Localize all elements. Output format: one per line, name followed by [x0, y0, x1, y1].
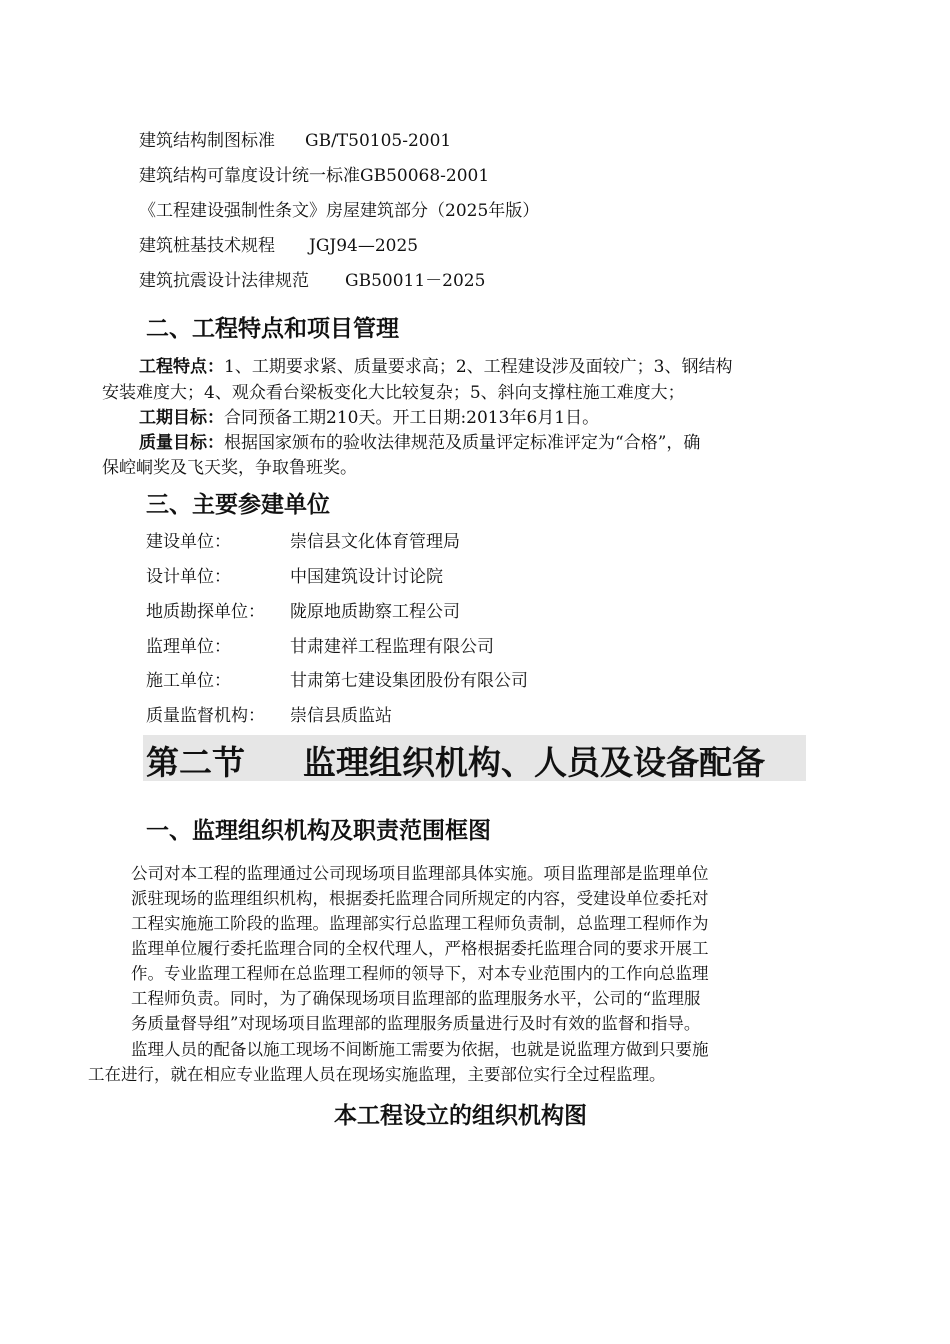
- standard-item: [139, 161, 489, 186]
- unit-label: 质量监督机构：: [146, 706, 265, 726]
- unit-value: 陇原地质勘察工程公司: [290, 602, 460, 622]
- org-chart-title: 本工程设立的组织机构图: [334, 1103, 587, 1129]
- schedule-line: [139, 403, 599, 428]
- paragraph-line: 务质量督导组”对现场项目监理部的监理服务质量进行及时有效的监督和指导。: [131, 1014, 701, 1033]
- unit-value: 中国建筑设计讨论院: [290, 567, 443, 587]
- units-heading: 三、主要参建单位: [146, 492, 330, 518]
- characteristics-text: 1、工期要求紧、质量要求高；2、工程建设涉及面较广；3、钢结构: [224, 357, 733, 377]
- standard-name: 建筑抗震设计法律规范: [139, 271, 309, 291]
- quality-line-2: 保崆峒奖及飞天奖，争取鲁班奖。: [102, 458, 357, 478]
- standard-code: GB/T50105-2001: [305, 131, 452, 151]
- standard-item: [139, 266, 485, 291]
- standard-item: [139, 126, 451, 151]
- section-number: 第二节: [146, 743, 245, 782]
- features-heading: 二、工程特点和项目管理: [146, 316, 399, 342]
- unit-label: 设计单位：: [146, 567, 231, 587]
- standard-name: 建筑结构可靠度设计统一标准: [139, 166, 360, 186]
- paragraph-line: 工程实施施工阶段的监理。监理部实行总监理工程师负责制，总监理工程师作为: [131, 914, 709, 933]
- standard-name: 《工程建设强制性条文》房屋建筑部分（2025年版）: [139, 201, 540, 221]
- quality-label: 质量目标：: [139, 433, 224, 453]
- org-heading: 一、监理组织机构及职责范围框图: [146, 818, 491, 844]
- quality-line: [139, 428, 700, 453]
- schedule-text: 合同预备工期210天。开工日期:2013年6月1日。: [224, 408, 600, 428]
- unit-value: 甘肃建祥工程监理有限公司: [290, 637, 494, 657]
- standard-item: [139, 196, 539, 221]
- section-name: 监理组织机构、人员及设备配备: [303, 743, 765, 782]
- unit-label: 施工单位：: [146, 671, 231, 691]
- standard-item: [139, 231, 418, 256]
- quality-text: 根据国家颁布的验收法律规范及质量评定标准评定为“合格”，确: [224, 433, 701, 453]
- standard-code: JGJ94—2025: [309, 236, 419, 256]
- schedule-label: 工期目标：: [139, 408, 224, 428]
- paragraph-line: 派驻现场的监理组织机构，根据委托监理合同所规定的内容，受建设单位委托对: [131, 889, 709, 908]
- unit-label: 建设单位：: [146, 532, 231, 552]
- standard-name: 建筑结构制图标准: [139, 131, 275, 151]
- paragraph-line: 监理单位履行委托监理合同的全权代理人，严格根据委托监理合同的要求开展工: [131, 939, 709, 958]
- characteristics-label: 工程特点：: [139, 357, 224, 377]
- standard-code: GB50011－2025: [345, 271, 486, 291]
- staffing-line-2: 工在进行，就在相应专业监理人员在现场实施监理，主要部位实行全过程监理。: [88, 1065, 666, 1084]
- staffing-line: 监理人员的配备以施工现场不间断施工需要为依据，也就是说监理方做到只要施: [131, 1040, 709, 1059]
- unit-value: 崇信县质监站: [290, 706, 392, 726]
- standard-name: 建筑桩基技术规程: [139, 236, 275, 256]
- paragraph-line: 工程师负责。同时，为了确保现场项目监理部的监理服务水平，公司的“监理服: [131, 989, 701, 1008]
- section-title: [146, 737, 765, 784]
- unit-value: 崇信县文化体育管理局: [290, 532, 460, 552]
- characteristics-line-2: 安装难度大；4、观众看台梁板变化大比较复杂；5、斜向支撑柱施工难度大；: [102, 383, 685, 403]
- paragraph-line: 公司对本工程的监理通过公司现场项目监理部具体实施。项目监理部是监理单位: [131, 864, 709, 883]
- unit-label: 地质勘探单位：: [146, 602, 265, 622]
- paragraph-line: 作。专业监理工程师在总监理工程师的领导下，对本专业范围内的工作向总监理: [131, 964, 709, 983]
- unit-value: 甘肃第七建设集团股份有限公司: [290, 671, 528, 691]
- org-paragraph: [131, 861, 811, 1036]
- unit-label: 监理单位：: [146, 637, 231, 657]
- characteristics-line: [139, 352, 732, 377]
- standard-code: GB50068-2001: [360, 166, 490, 186]
